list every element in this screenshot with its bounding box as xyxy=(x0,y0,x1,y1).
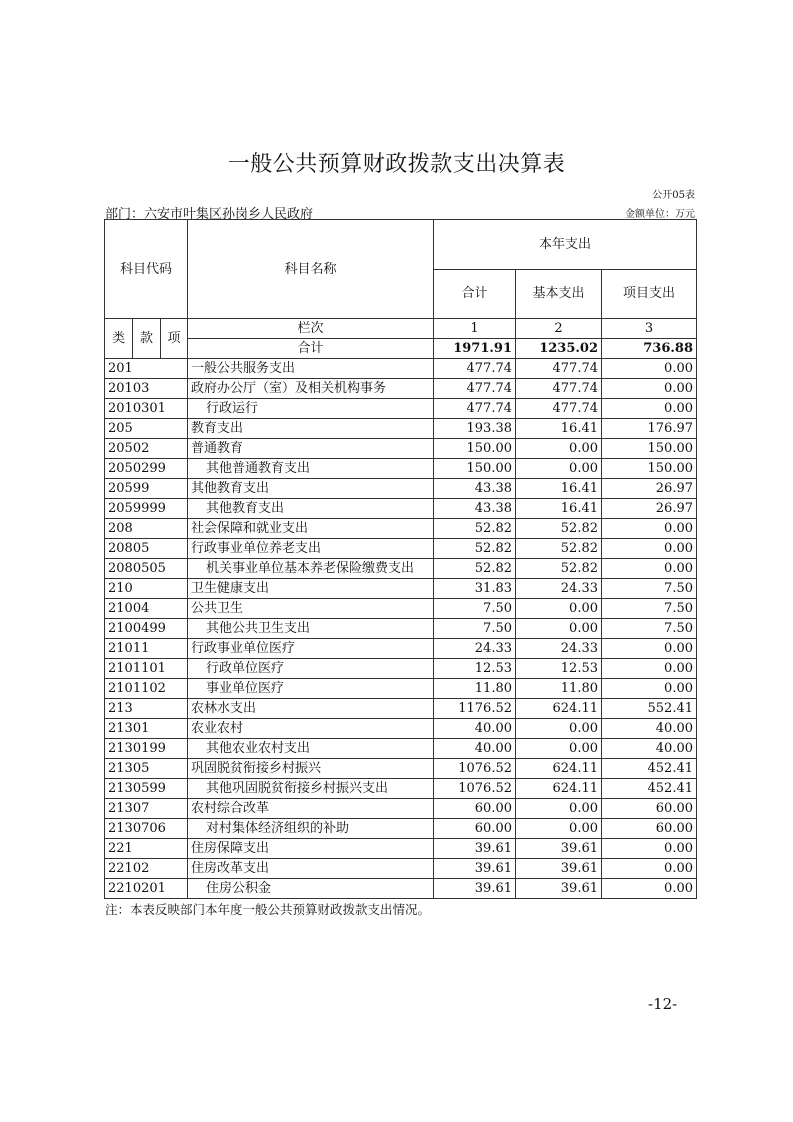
row-code: 221 xyxy=(105,839,188,859)
row-name: 社会保障和就业支出 xyxy=(188,519,434,539)
row-project: 26.97 xyxy=(602,479,697,499)
table-note: 注：本表反映部门本年度一般公共预算财政拨款支出情况。 xyxy=(105,902,431,917)
table-row xyxy=(105,779,697,799)
row-code: 20103 xyxy=(105,379,188,399)
table-row xyxy=(105,439,697,459)
department-label: 部门：六安市叶集区孙岗乡人民政府 xyxy=(105,207,314,222)
row-total: 477.74 xyxy=(434,399,516,419)
header-row-1 xyxy=(105,220,697,270)
row-name: 住房保障支出 xyxy=(188,839,434,859)
row-project: 0.00 xyxy=(602,679,697,699)
row-total: 43.38 xyxy=(434,499,516,519)
row-name: 机关事业单位基本养老保险缴费支出 xyxy=(188,559,434,579)
table-row xyxy=(105,459,697,479)
row-code: 21305 xyxy=(105,759,188,779)
table-row xyxy=(105,479,697,499)
row-total: 193.38 xyxy=(434,419,516,439)
row-total: 40.00 xyxy=(434,739,516,759)
row-name: 对村集体经济组织的补助 xyxy=(188,819,434,839)
code-header: 科目代码 xyxy=(105,220,188,319)
row-total: 43.38 xyxy=(434,479,516,499)
row-project: 0.00 xyxy=(602,539,697,559)
table-row xyxy=(105,719,697,739)
total-header: 合计 xyxy=(434,269,516,319)
row-total: 1076.52 xyxy=(434,759,516,779)
table-row xyxy=(105,579,697,599)
row-basic: 0.00 xyxy=(516,739,602,759)
row-project: 0.00 xyxy=(602,359,697,379)
row-project: 0.00 xyxy=(602,399,697,419)
table-row xyxy=(105,519,697,539)
row-project: 40.00 xyxy=(602,739,697,759)
row-name: 公共卫生 xyxy=(188,599,434,619)
sum-basic: 1235.02 xyxy=(516,339,602,359)
row-code: 2010301 xyxy=(105,399,188,419)
row-total: 1076.52 xyxy=(434,779,516,799)
row-basic: 24.33 xyxy=(516,639,602,659)
row-basic: 16.41 xyxy=(516,499,602,519)
row-total: 477.74 xyxy=(434,359,516,379)
row-name: 政府办公厅（室）及相关机构事务 xyxy=(188,379,434,399)
lanci-2: 2 xyxy=(516,319,602,339)
table-row xyxy=(105,359,697,379)
row-total: 52.82 xyxy=(434,519,516,539)
row-total: 52.82 xyxy=(434,539,516,559)
row-basic: 39.61 xyxy=(516,879,602,899)
row-basic: 52.82 xyxy=(516,519,602,539)
table-row xyxy=(105,499,697,519)
row-basic: 39.61 xyxy=(516,839,602,859)
sum-row xyxy=(105,339,697,359)
row-basic: 52.82 xyxy=(516,539,602,559)
row-project: 452.41 xyxy=(602,779,697,799)
row-code: 2080505 xyxy=(105,559,188,579)
row-name: 行政运行 xyxy=(188,399,434,419)
lanci-1: 1 xyxy=(434,319,516,339)
row-code: 2130199 xyxy=(105,739,188,759)
row-basic: 52.82 xyxy=(516,559,602,579)
row-project: 552.41 xyxy=(602,699,697,719)
document-title: 一般公共预算财政拨款支出决算表 xyxy=(227,152,566,177)
row-basic: 16.41 xyxy=(516,419,602,439)
row-code: 208 xyxy=(105,519,188,539)
row-project: 452.41 xyxy=(602,759,697,779)
row-total: 477.74 xyxy=(434,379,516,399)
table-row xyxy=(105,799,697,819)
row-name: 其他农业农村支出 xyxy=(188,739,434,759)
page-number: -12- xyxy=(648,995,678,1013)
table-row xyxy=(105,839,697,859)
row-code: 20502 xyxy=(105,439,188,459)
row-total: 39.61 xyxy=(434,879,516,899)
table-row xyxy=(105,759,697,779)
row-basic: 0.00 xyxy=(516,599,602,619)
row-total: 60.00 xyxy=(434,799,516,819)
row-project: 60.00 xyxy=(602,799,697,819)
row-project: 0.00 xyxy=(602,839,697,859)
row-project: 0.00 xyxy=(602,519,697,539)
row-basic: 477.74 xyxy=(516,359,602,379)
row-project: 150.00 xyxy=(602,459,697,479)
table-row xyxy=(105,399,697,419)
row-code: 21004 xyxy=(105,599,188,619)
row-name: 行政事业单位养老支出 xyxy=(188,539,434,559)
row-basic: 12.53 xyxy=(516,659,602,679)
row-code: 22102 xyxy=(105,859,188,879)
row-name: 农林水支出 xyxy=(188,699,434,719)
row-project: 7.50 xyxy=(602,619,697,639)
form-number: 公开05表 xyxy=(652,190,695,201)
row-code: 201 xyxy=(105,359,188,379)
row-basic: 0.00 xyxy=(516,819,602,839)
row-basic: 24.33 xyxy=(516,579,602,599)
sum-project: 736.88 xyxy=(602,339,697,359)
row-basic: 624.11 xyxy=(516,699,602,719)
table-row xyxy=(105,659,697,679)
row-total: 60.00 xyxy=(434,819,516,839)
sum-label: 合计 xyxy=(188,339,434,359)
row-name: 农业农村 xyxy=(188,719,434,739)
table-row xyxy=(105,739,697,759)
row-name: 卫生健康支出 xyxy=(188,579,434,599)
row-project: 7.50 xyxy=(602,579,697,599)
table-row xyxy=(105,559,697,579)
row-basic: 0.00 xyxy=(516,619,602,639)
row-total: 52.82 xyxy=(434,559,516,579)
table-row xyxy=(105,859,697,879)
row-total: 31.83 xyxy=(434,579,516,599)
row-basic: 0.00 xyxy=(516,719,602,739)
row-code: 213 xyxy=(105,699,188,719)
row-total: 7.50 xyxy=(434,619,516,639)
row-code: 2130706 xyxy=(105,819,188,839)
row-name: 普通教育 xyxy=(188,439,434,459)
row-name: 农村综合改革 xyxy=(188,799,434,819)
row-basic: 0.00 xyxy=(516,439,602,459)
table-row xyxy=(105,419,697,439)
row-code: 2210201 xyxy=(105,879,188,899)
row-code: 21307 xyxy=(105,799,188,819)
table-row xyxy=(105,599,697,619)
expenditure-table xyxy=(104,219,697,899)
row-project: 60.00 xyxy=(602,819,697,839)
amount-unit: 金额单位：万元 xyxy=(625,209,695,220)
row-code: 2101101 xyxy=(105,659,188,679)
row-name: 事业单位医疗 xyxy=(188,679,434,699)
row-code: 20805 xyxy=(105,539,188,559)
row-name: 其他普通教育支出 xyxy=(188,459,434,479)
row-total: 150.00 xyxy=(434,459,516,479)
row-project: 26.97 xyxy=(602,499,697,519)
lei-header: 类 xyxy=(105,319,133,359)
row-project: 0.00 xyxy=(602,379,697,399)
kuan-header: 款 xyxy=(133,319,161,359)
row-project: 40.00 xyxy=(602,719,697,739)
row-basic: 0.00 xyxy=(516,799,602,819)
row-code: 2100499 xyxy=(105,619,188,639)
row-project: 176.97 xyxy=(602,419,697,439)
row-total: 39.61 xyxy=(434,859,516,879)
row-name: 一般公共服务支出 xyxy=(188,359,434,379)
row-name: 巩固脱贫衔接乡村振兴 xyxy=(188,759,434,779)
table-row xyxy=(105,379,697,399)
lanci-row xyxy=(105,319,697,339)
project-header: 项目支出 xyxy=(602,269,697,319)
row-code: 2050299 xyxy=(105,459,188,479)
table-row xyxy=(105,639,697,659)
row-name: 其他教育支出 xyxy=(188,479,434,499)
row-code: 20599 xyxy=(105,479,188,499)
table-row xyxy=(105,679,697,699)
row-basic: 16.41 xyxy=(516,479,602,499)
basic-header: 基本支出 xyxy=(516,269,602,319)
table-row xyxy=(105,699,697,719)
row-project: 150.00 xyxy=(602,439,697,459)
row-code: 210 xyxy=(105,579,188,599)
row-total: 1176.52 xyxy=(434,699,516,719)
row-name: 行政事业单位医疗 xyxy=(188,639,434,659)
table-row xyxy=(105,879,697,899)
row-project: 0.00 xyxy=(602,559,697,579)
row-name: 其他巩固脱贫衔接乡村振兴支出 xyxy=(188,779,434,799)
row-basic: 624.11 xyxy=(516,759,602,779)
row-total: 39.61 xyxy=(434,839,516,859)
row-basic: 11.80 xyxy=(516,679,602,699)
row-total: 12.53 xyxy=(434,659,516,679)
row-total: 7.50 xyxy=(434,599,516,619)
row-project: 7.50 xyxy=(602,599,697,619)
row-basic: 39.61 xyxy=(516,859,602,879)
lanci-label: 栏次 xyxy=(188,319,434,339)
row-total: 40.00 xyxy=(434,719,516,739)
row-name: 教育支出 xyxy=(188,419,434,439)
row-code: 205 xyxy=(105,419,188,439)
row-total: 150.00 xyxy=(434,439,516,459)
row-code: 2101102 xyxy=(105,679,188,699)
row-basic: 477.74 xyxy=(516,399,602,419)
row-basic: 477.74 xyxy=(516,379,602,399)
xiang-header: 项 xyxy=(161,319,188,359)
row-code: 2059999 xyxy=(105,499,188,519)
row-project: 0.00 xyxy=(602,879,697,899)
table-row xyxy=(105,539,697,559)
row-name: 行政单位医疗 xyxy=(188,659,434,679)
name-header: 科目名称 xyxy=(188,220,434,319)
row-project: 0.00 xyxy=(602,659,697,679)
table-row xyxy=(105,619,697,639)
table-row xyxy=(105,819,697,839)
current-year-header: 本年支出 xyxy=(434,220,697,270)
row-name: 其他公共卫生支出 xyxy=(188,619,434,639)
row-total: 24.33 xyxy=(434,639,516,659)
row-code: 21301 xyxy=(105,719,188,739)
row-project: 0.00 xyxy=(602,639,697,659)
row-name: 住房公积金 xyxy=(188,879,434,899)
row-total: 11.80 xyxy=(434,679,516,699)
lanci-3: 3 xyxy=(602,319,697,339)
row-basic: 624.11 xyxy=(516,779,602,799)
row-name: 其他教育支出 xyxy=(188,499,434,519)
row-project: 0.00 xyxy=(602,859,697,879)
sum-total: 1971.91 xyxy=(434,339,516,359)
row-code: 21011 xyxy=(105,639,188,659)
row-basic: 0.00 xyxy=(516,459,602,479)
row-name: 住房改革支出 xyxy=(188,859,434,879)
row-code: 2130599 xyxy=(105,779,188,799)
